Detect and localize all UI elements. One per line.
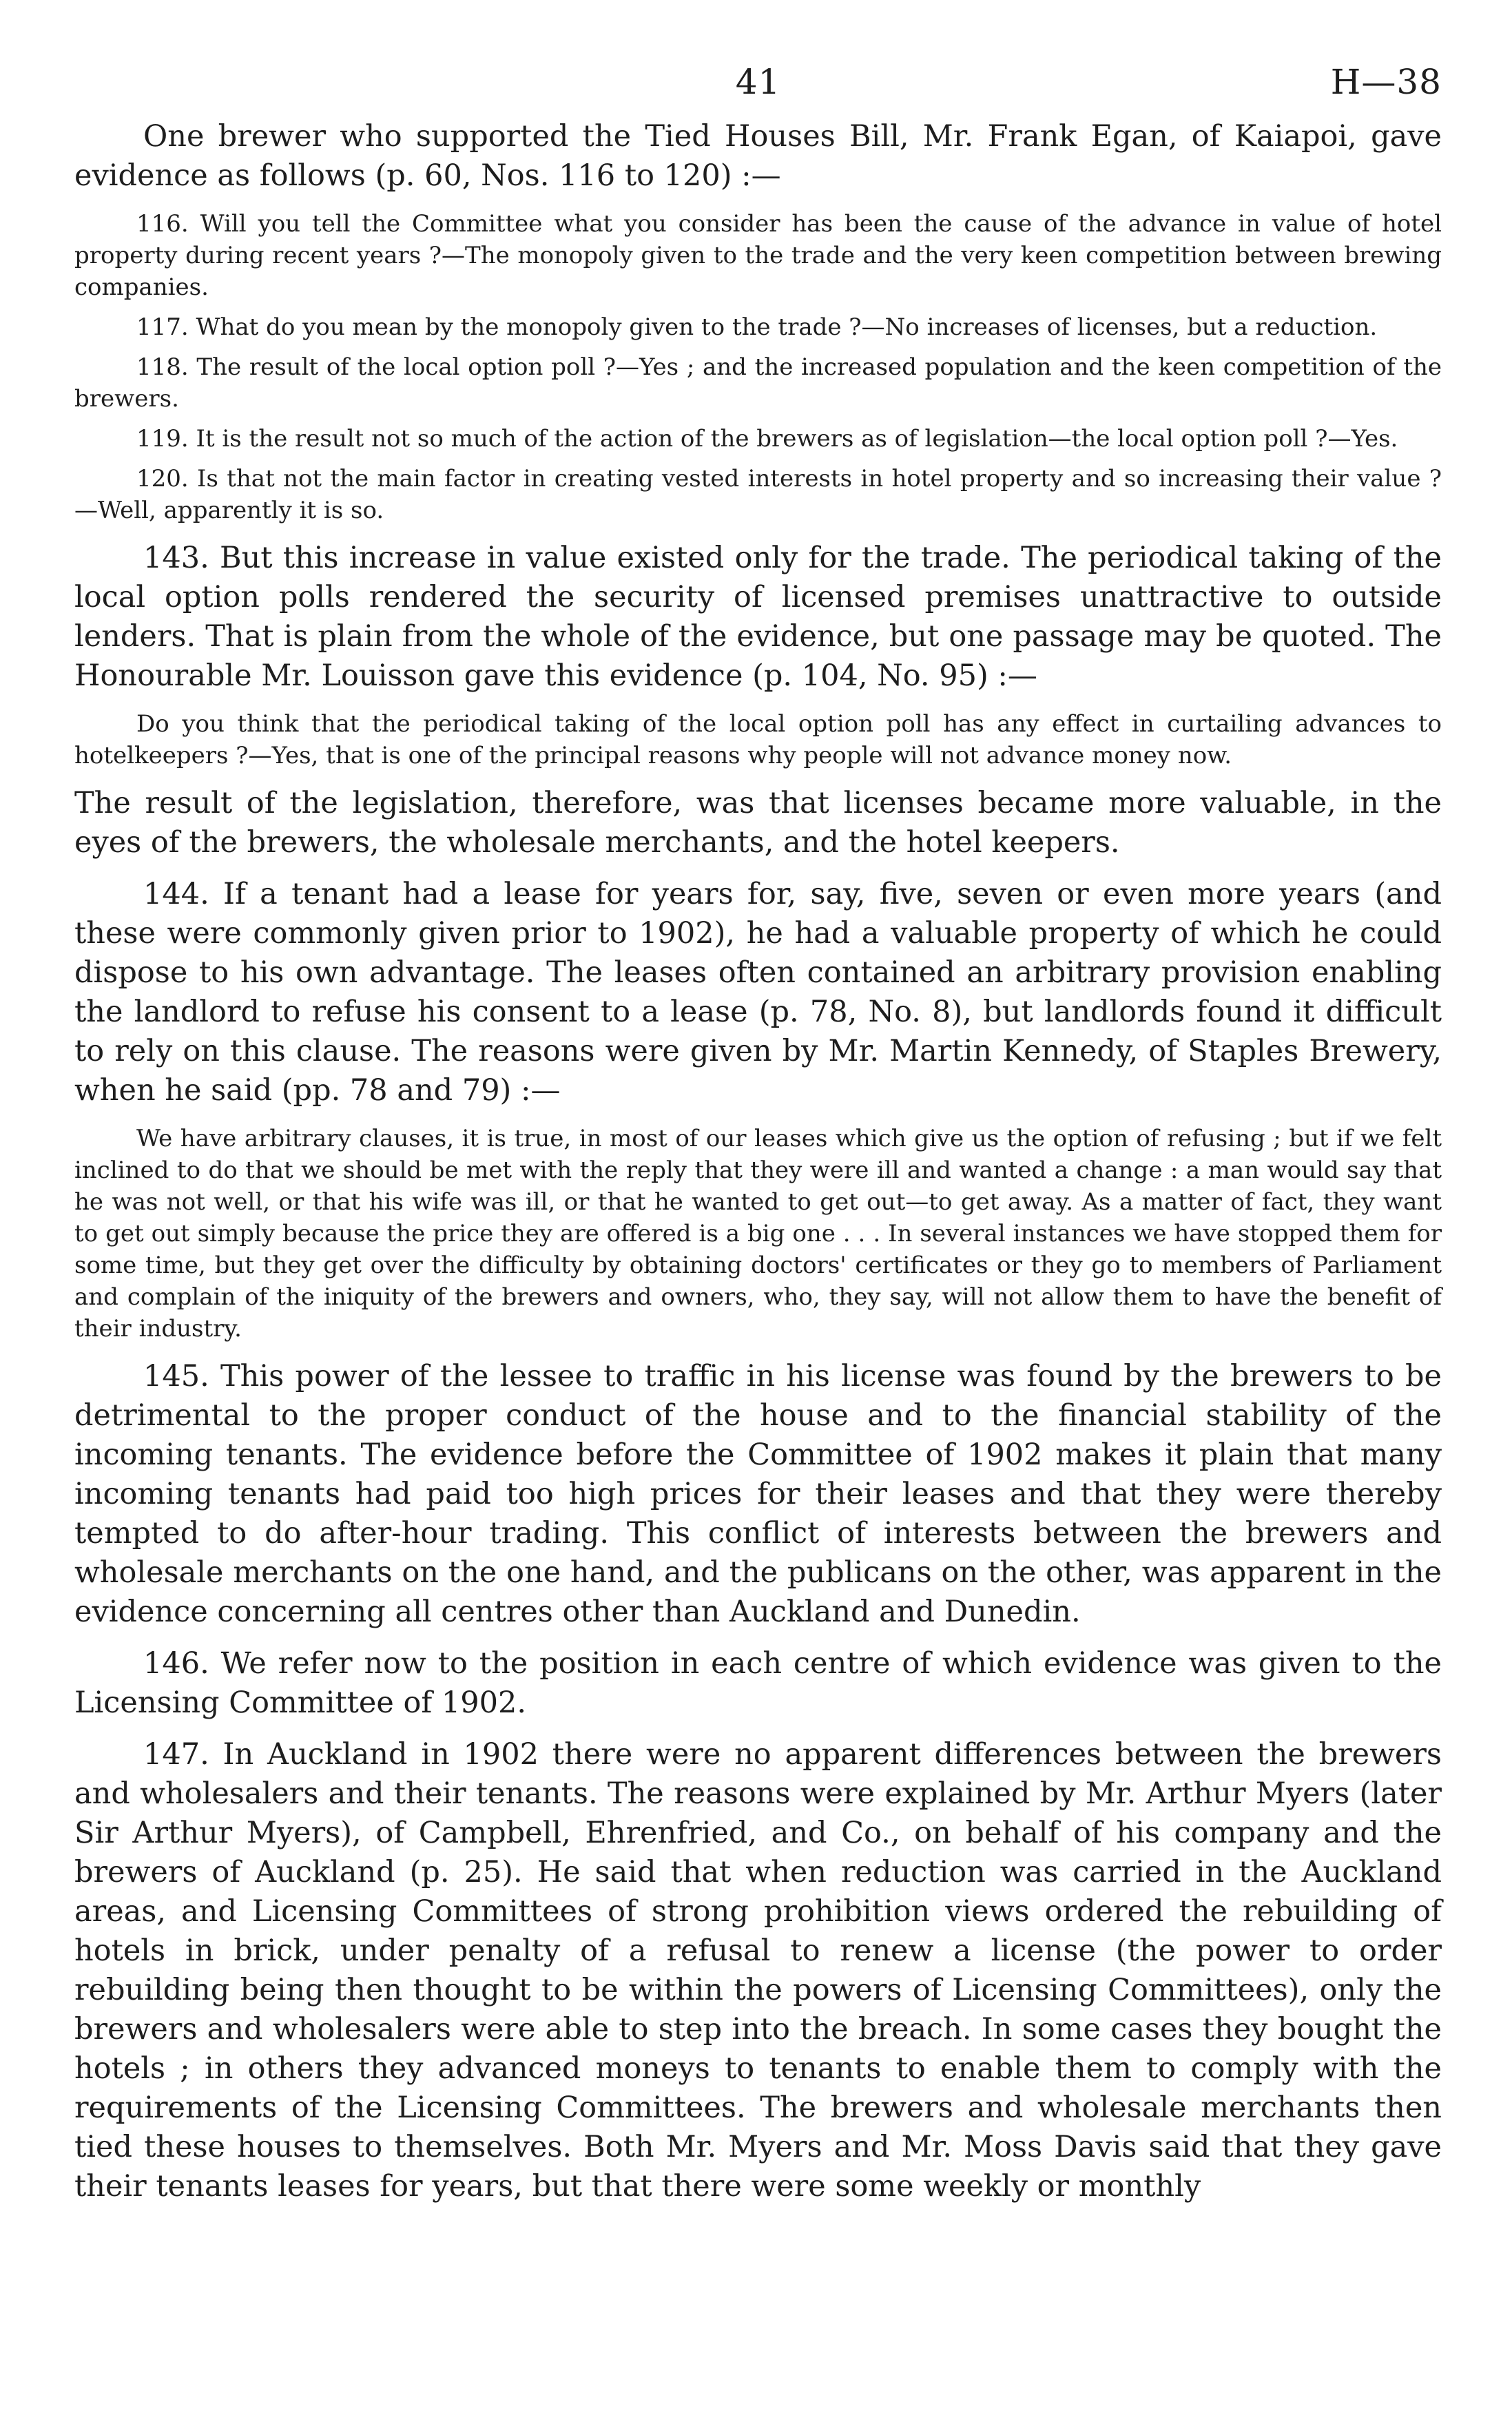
paragraph-143: 143. But this increase in value existed only for the trade. The periodical taking of the local option polls rendered the security of licensed premises unattractive to outside lenders. That is plain from the whole of the evidence, but one passage may be quoted. The Honourable Mr. Louisson gave this evidence (p. 104, No. 95) :—	[74, 541, 1442, 693]
paragraph-result: The result of the legislation, therefore, was that licenses became more valuable, in the eyes of the brewers, the wholesale merchants, and the hotel keepers.	[74, 786, 1442, 860]
page-header	[74, 62, 1442, 117]
question-119: 119. It is the result not so much of the action of the brewers as of legislation—the local option poll ?—Yes.	[136, 425, 1398, 453]
question-117: 117. What do you mean by the monopoly given to the trade ?—No increases of licenses, but a reduction.	[136, 313, 1378, 341]
question-116: 116. Will you tell the Committee what you consider has been the cause of the advance in value of hotel property during recent years ?—The monopoly given to the trade and the very keen competition between brewing companies.	[74, 210, 1442, 301]
page-number: 41	[735, 62, 781, 102]
evidence-questions	[74, 208, 1442, 526]
paragraph-146: 146. We refer now to the position in each centre of which evidence was given to the Licensing Committee of 1902.	[74, 1646, 1442, 1720]
paragraph-144: 144. If a tenant had a lease for years for, say, five, seven or even more years (and these were commonly given prior to 1902), he had a valuable property of which he could dispose to his own advantage. The leases often contained an arbitrary provision enabling the landlord to refuse his consent to a lease (p. 78, No. 8), but landlords found it difficult to rely on this clause. The reasons were given by Mr. Martin Kennedy, of Staples Brewery, when he said (pp. 78 and 79) :—	[74, 877, 1442, 1108]
paragraph-145: 145. This power of the lessee to traffic in his license was found by the brewers to be detrimental to the proper conduct of the house and to the financial stability of the incoming tenants. The evidence before the Committee of 1902 makes it plain that many incoming tenants had paid too high prices for their leases and that they were thereby tempted to do after-hour trading. This conflict of interests between the brewers and wholesale merchants on the one hand, and the publicans on the other, was apparent in the evidence concerning all centres other than Auckland and Dunedin.	[74, 1359, 1442, 1629]
question-118: 118. The result of the local option poll ?—Yes ; and the increased population and the keen competition of the brewers.	[74, 353, 1442, 413]
paragraph-147: 147. In Auckland in 1902 there were no apparent differences between the brewers and wholesalers and their tenants. The reasons were explained by Mr. Arthur Myers (later Sir Arthur Myers), of Campbell, Ehrenfried, and Co., on behalf of his company and the brewers of Auckland (p. 25). He said that when reduction was carried in the Auckland areas, and Licensing Committees of strong prohibition views ordered the rebuilding of hotels in brick, under penalty of a refusal to renew a license (the power to order rebuilding being then thought to be within the powers of Licensing Committees), only the brewers and wholesalers were able to step into the breach. In some cases they bought the hotels ; in others they advanced moneys to tenants to enable them to comply with the requirements of the Licensing Committees. The brewers and wholesale merchants then tied these houses to themselves. Both Mr. Myers and Mr. Moss Davis said that they gave their tenants leases for years, but that there were some weekly or monthly	[74, 1737, 1442, 2204]
question-120: 120. Is that not the main factor in creating vested interests in hotel property and so increasing their value ?—Well, apparently it is so.	[74, 465, 1442, 524]
intro-paragraph: One brewer who supported the Tied Houses Bill, Mr. Frank Egan, of Kaiapoi, gave evidence as follows (p. 60, Nos. 116 to 120) :—	[74, 119, 1442, 193]
quote-kennedy: We have arbitrary clauses, it is true, in most of our leases which give us the option of refusing ; but if we felt inclined to do that we should be met with the reply that they were ill and wanted a change : a man would say that he was not well, or that his wife was ill, or that he wanted to get out—to get away. As a matter of fact, they want to get out simply because the price they are offered is a big one . . . In several instances we have stopped them for some time, but they get over the difficulty by obtaining doctors' certificates or they go to members of Parliament and complain of the iniquity of the brewers and owners, who, they say, will not allow them to have the benefit of their industry.	[74, 1125, 1442, 1343]
document-page	[74, 62, 1442, 2206]
quote-louisson: Do you think that the periodical taking of the local option poll has any effect in curtailing advances to hotelkeepers ?—Yes, that is one of the principal reasons why people will not advance money now.	[74, 710, 1442, 769]
document-reference: H—38	[1330, 62, 1442, 102]
